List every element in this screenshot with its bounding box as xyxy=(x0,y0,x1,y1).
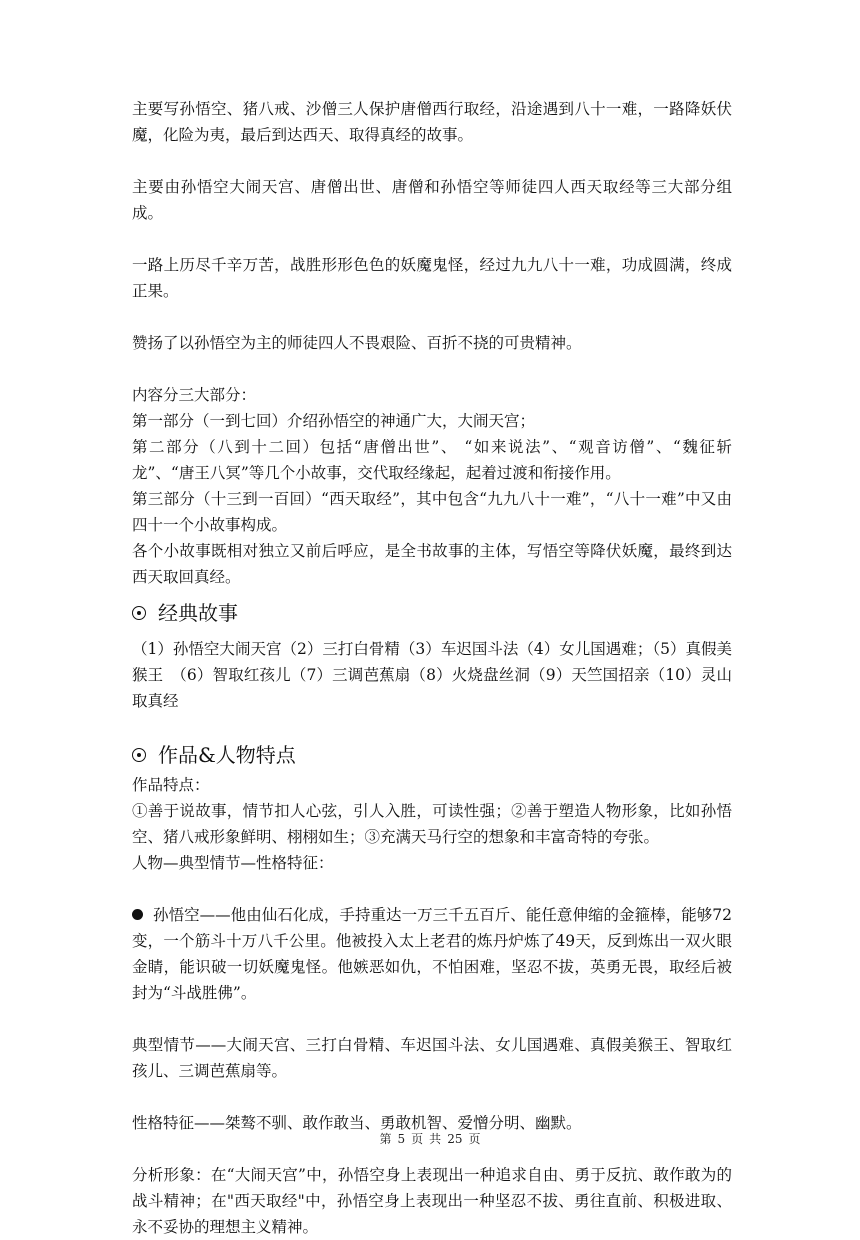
part-one: 第一部分（一到七回）介绍孙悟空的神通广大，大闹天宫； xyxy=(132,412,536,430)
chain-label: 人物—典型情节—性格特征： xyxy=(132,854,334,872)
character-traits: 性格特征——桀骜不驯、敢作敢当、勇敢机智、爱憎分明、幽默。 xyxy=(132,1114,582,1132)
paragraph-theme: 赞扬了以孙悟空为主的师徒四人不畏艰险、百折不挠的可贵精神。 xyxy=(132,334,582,352)
circle-dot-icon xyxy=(132,748,146,762)
section-title: 作品&人物特点 xyxy=(158,743,296,767)
page-number: 5 xyxy=(397,1132,406,1146)
section-title: 经典故事 xyxy=(158,601,238,625)
part-two: 第二部分（八到十二回）包括“唐僧出世”、 “如来说法”、“观音访僧”、“魏征斩龙”、“唐王八冥”等几个小故事，交代取经缘起，起着过渡和衔接作用。 xyxy=(132,438,732,482)
feature-label: 作品特点： xyxy=(132,776,210,794)
paragraph-journey: 一路上历尽千辛万苦，战胜形形色色的妖魔鬼怪，经过九九八十一难，功成圆满，终成正果。 xyxy=(132,256,732,300)
page-footer: 第 5 页 共 25 页 xyxy=(379,1132,481,1146)
parts-intro: 内容分三大部分： xyxy=(132,386,257,404)
feature-text: ①善于说故事，情节扣人心弦，引人入胜，可读性强；②善于塑造人物形象，比如孙悟空、猪八戒形象鲜明、栩栩如生；③充满天马行空的想象和丰富奇特的夸张。 xyxy=(132,802,732,846)
section-heading-features xyxy=(132,738,732,772)
paragraph-summary: 主要写孙悟空、猪八戒、沙僧三人保护唐僧西行取经，沿途遇到八十一难，一路降妖伏魔，化险为夷，最后到达西天、取得真经的故事。 xyxy=(132,100,732,144)
page-total: 25 xyxy=(447,1132,463,1146)
page-content xyxy=(132,96,732,1240)
classic-stories-list: （1）孙悟空大闹天宫（2）三打白骨精（3）车迟国斗法（4）女儿国遇难；（5）真假美猴王 （6）智取红孩儿（7）三调芭蕉扇（8）火烧盘丝洞（9）天竺国招亲（10）灵山取真经 xyxy=(132,640,732,710)
circle-dot-icon xyxy=(132,606,146,620)
wukong-description: 孙悟空——他由仙石化成，手持重达一万三千五百斤、能任意伸缩的金箍棒，能够72变，一个筋斗十万八千公里。他被投入太上老君的炼丹炉炼了49天，反到炼出一双火眼金睛，能识破一切妖魔鬼怪。他嫉恶如仇，不怕困难，坚忍不拔，英勇无畏，取经后被封为“斗战胜佛”。 xyxy=(132,906,732,1002)
section-heading-classic-stories xyxy=(132,596,732,630)
part-three: 第三部分（十三到一百回）“西天取经”，其中包含“九九八十一难”，“八十一难”中又由四十一个小故事构成。 xyxy=(132,490,732,534)
part-summary: 各个小故事既相对独立又前后呼应，是全书故事的主体，写悟空等降伏妖魔，最终到达西天取回真经。 xyxy=(132,542,732,586)
image-analysis: 分析形象：在“大闹天宫”中，孙悟空身上表现出一种追求自由、勇于反抗、敢作敢为的战斗精神；在"西天取经"中，孙悟空身上表现出一种坚忍不拔、勇往直前、积极进取、永不妥协的理想主义精神。 xyxy=(132,1166,732,1236)
typical-plots: 典型情节——大闹天宫、三打白骨精、车迟国斗法、女儿国遇难、真假美猴王、智取红孩儿、三调芭蕉扇等。 xyxy=(132,1036,732,1080)
paragraph-structure: 主要由孙悟空大闹天宫、唐僧出世、唐僧和孙悟空等师徒四人西天取经等三大部分组成。 xyxy=(132,178,732,222)
bullet-icon xyxy=(132,909,143,920)
